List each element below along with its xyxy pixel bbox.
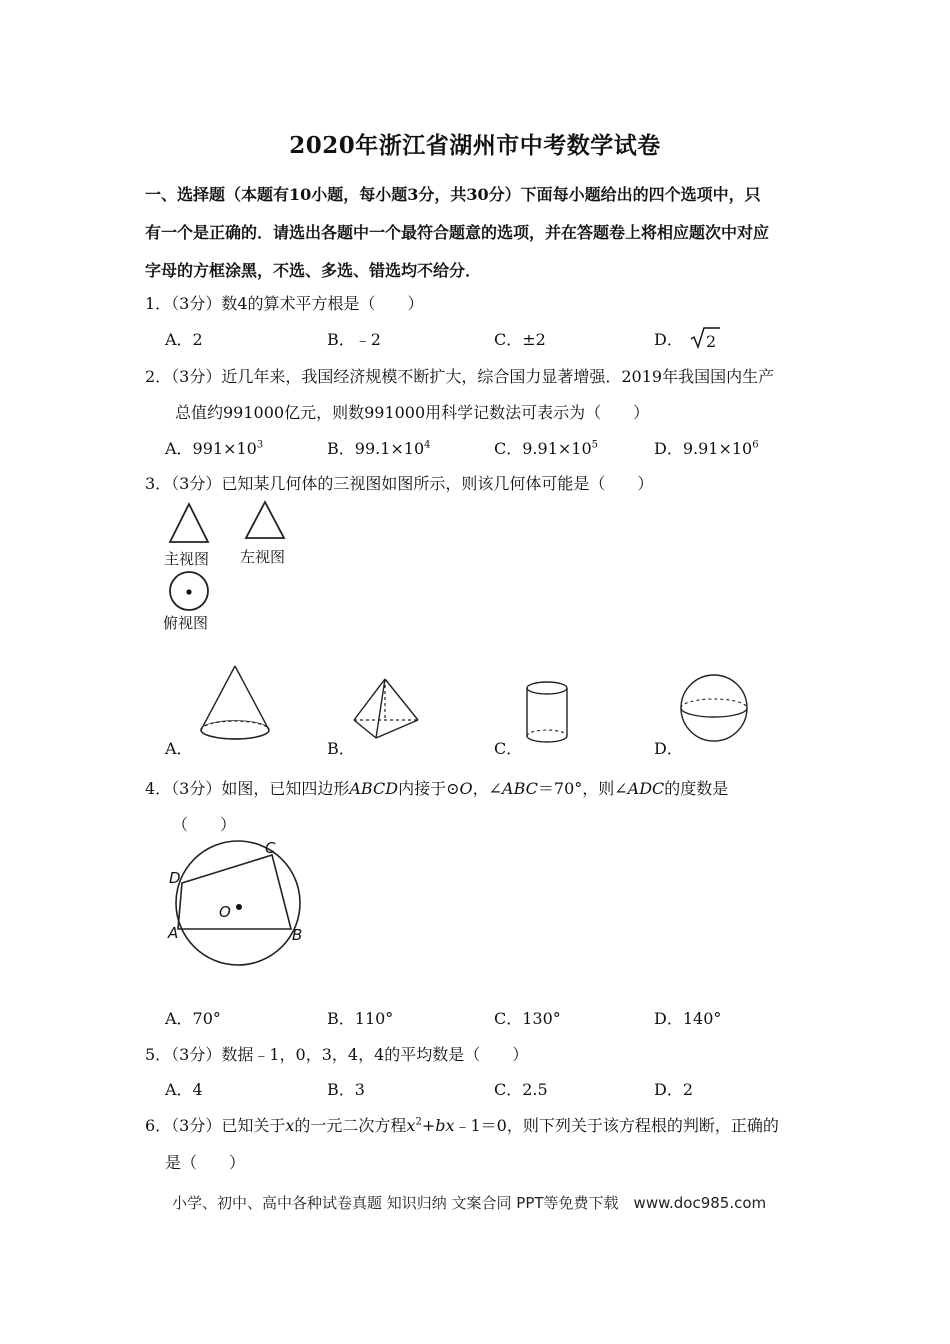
q4-stem-end: 的度数是 — [664, 779, 729, 798]
q4-option-b: B．110° — [327, 1009, 394, 1028]
sqrt-symbol — [690, 327, 706, 349]
q1-option-d-prefix: D． — [654, 330, 683, 349]
q2-option-a-base: A．991×10 — [165, 439, 257, 458]
q4-stem-prefix: 4．（3分）如图，已知四边形 — [145, 779, 350, 798]
q3-option-b: B． — [327, 739, 355, 758]
section-instructions-line-2: 有一个是正确的．请选出各题中一个最符合题意的选项，并在答题卷上将相应题次中对应 — [145, 223, 770, 242]
q2-option-c — [494, 436, 598, 459]
pyramid-icon — [352, 676, 432, 746]
q6-stem-prefix: 6．（3分）已知关于 — [145, 1116, 286, 1135]
q2-option-d-exp: 6 — [752, 439, 759, 451]
q3-option-a: A． — [165, 739, 193, 758]
page-title: 2020年浙江省湖州市中考数学试卷 — [289, 132, 661, 159]
cylinder-icon — [525, 680, 585, 755]
q1-option-d — [654, 327, 716, 350]
q5-option-c: C．2.5 — [494, 1080, 548, 1099]
q2-option-d-base: D．9.91×10 — [654, 439, 753, 458]
q4-option-a: A．70° — [165, 1009, 221, 1028]
q2-stem-line-2: 总值约991000亿元，则数991000用科学记数法可表示为（ ） — [175, 403, 650, 422]
q4-circle-name: O — [459, 779, 473, 798]
q4-stem-mid2: ，∠ — [472, 779, 503, 798]
front-view-triangle-icon — [168, 502, 228, 547]
q6-eq-exponent: 2 — [415, 1116, 422, 1128]
q3-option-d: D． — [654, 739, 683, 758]
q1-option-c: C．±2 — [494, 330, 546, 349]
point-d-label: D — [169, 869, 181, 887]
q2-option-c-exp: 5 — [591, 439, 599, 451]
q2-option-a-exp: 3 — [256, 439, 264, 451]
q2-stem-line-1: 2．（3分）近几年来，我国经济规模不断扩大，综合国力显著增强．2019年我国国内生产 — [145, 367, 775, 386]
q4-stem-mid: 内接于⊙ — [398, 779, 460, 798]
q6-eq-bx: bx — [435, 1116, 455, 1135]
point-c-label: C — [265, 839, 276, 857]
left-view-triangle-icon — [244, 500, 304, 545]
q6-eq-rest: ﹣1＝0，则下列关于该方程根的判断，正确的 — [454, 1116, 779, 1135]
q5-option-b: B．3 — [327, 1080, 365, 1099]
page-footer: 小学、初中、高中各种试卷真题 知识归纳 文案合同 PPT等免费下载 www.doc985.com — [172, 1194, 767, 1212]
q5-option-a: A．4 — [165, 1080, 203, 1099]
q4-stem-mid3: ＝70°，则∠ — [537, 779, 628, 798]
q2-option-c-base: C．9.91×10 — [494, 439, 592, 458]
q1-option-d-radicand: 2 — [705, 332, 717, 351]
q5-option-d: D．2 — [654, 1080, 694, 1099]
q4-angle-abc: ABC — [502, 779, 538, 798]
q4-option-d: D．140° — [654, 1009, 722, 1028]
q6-stem-line-2: 是（ ） — [165, 1153, 246, 1172]
q6-eq-x: x — [406, 1116, 416, 1135]
q2-option-d — [654, 436, 759, 459]
point-a-label: A — [168, 924, 179, 942]
q2-option-b — [327, 436, 431, 459]
q4-quad-name: ABCD — [349, 779, 399, 798]
q6-stem-mid: 的一元二次方程 — [294, 1116, 407, 1135]
q2-option-b-base: B．99.1×10 — [327, 439, 425, 458]
q4-answer-paren: （ ） — [172, 815, 237, 834]
q2-option-a — [165, 436, 263, 459]
q6-stem-line-1 — [145, 1113, 779, 1136]
top-view-label: 俯视图 — [163, 614, 209, 632]
sphere-icon — [680, 673, 760, 753]
left-view-label: 左视图 — [240, 548, 286, 566]
q4-option-c: C．130° — [494, 1009, 561, 1028]
q1-option-a: A．2 — [165, 330, 203, 349]
q1-stem: 1．（3分）数4的算术平方根是（ ） — [145, 294, 424, 313]
inscribed-quadrilateral-diagram — [160, 838, 320, 973]
q6-eq-plus: + — [421, 1116, 436, 1135]
section-instructions-line-1: 一、选择题（本题有10小题，每小题3分，共30分）下面每小题给出的四个选项中，只 — [145, 185, 761, 204]
point-o-label: O — [219, 903, 231, 921]
q3-option-c: C． — [494, 739, 523, 758]
q6-variable-x: x — [285, 1116, 295, 1135]
front-view-label: 主视图 — [164, 550, 210, 568]
cone-icon — [198, 664, 278, 749]
q3-stem: 3．（3分）已知某几何体的三视图如图所示，则该几何体可能是（ ） — [145, 474, 654, 493]
q4-stem — [145, 776, 728, 799]
q4-angle-adc: ADC — [627, 779, 665, 798]
section-instructions-line-3: 字母的方框涂黑，不选、多选、错选均不给分． — [145, 261, 482, 280]
q2-option-b-exp: 4 — [424, 439, 431, 451]
point-b-label: B — [292, 926, 303, 944]
q5-stem: 5．（3分）数据﹣1，0，3，4，4的平均数是（ ） — [145, 1045, 529, 1064]
q1-option-b: B．﹣2 — [327, 330, 381, 349]
